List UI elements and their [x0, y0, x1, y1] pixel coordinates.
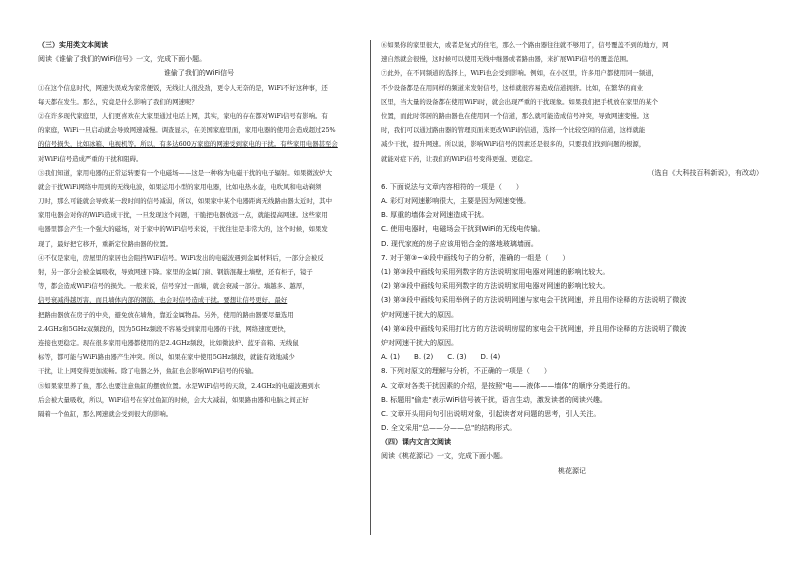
article-line: 后会被大量吸收，所以，WiFi信号在穿过鱼缸的时候，会大大减弱，如果路由器和电脑之间正好	[38, 395, 309, 404]
q6-option-b: B. 厚重的墙体会对网速造成干扰。	[381, 211, 489, 220]
question-7: 7. 对于第③~④段中画线句子的分析，准确的一组是（ ）	[381, 253, 570, 262]
article-line-underlined: 信号衰减得越厉害，而且墙体内部的钢筋，也会对信号造成干扰。要想让信号更好，最好	[38, 296, 288, 305]
article-line: 对WiFi信号造成严重的干扰和阻碍。	[38, 154, 143, 163]
article-line: 就能对症下药，让我们的WiFi信号变得更强、更稳定。	[381, 154, 537, 163]
article-title: 桃花源记	[558, 466, 586, 475]
article-line-underlined: 的信号损失，比如冰箱、电视机等。所以，有多达600万家庭的网速受到家电的干扰。有些家用电器甚至会	[38, 140, 338, 149]
q6-option-d: D. 现代家庭的房子应该用铝合金的落地玻璃墙面。	[381, 239, 538, 248]
q6-option-a: A. 彩灯对网速影响很大，主要是因为网速变慢。	[381, 197, 531, 206]
article-line: ⑥如果你的家里很大，或者是复式的住宅，那么一个路由器往往就不够用了，信号覆盖不到的地方，网	[381, 41, 669, 49]
section-title: （三）实用类文本阅读	[38, 41, 108, 49]
article-line: 就会干扰WiFi网络中用到的无线电波，如果运用小型的家用电器，比如电热水壶，电吹风和电动剃须	[38, 182, 322, 191]
q7-item-3: (3) 第③段中画线句采用举例子的方法说明网速与家电会干扰网速，并且用作诠释的方法说明了微波	[381, 296, 687, 305]
source-citation: （选自《大科技百科新说》，有改动）	[647, 168, 763, 177]
article-line: 连接也更稳定。现在很多家用电器都使用的是2.4GHz频段，比如微波炉、蓝牙音箱、无线鼠	[38, 338, 299, 347]
article-line: 不少设备都是在用同样的频道来发射信号，这样就很容易造成信道拥挤。比如，在繁华的商业	[381, 83, 644, 92]
column-divider	[370, 40, 371, 535]
article-line: 区里，当大量的设备都在使用WiFi时，就会出现严重的干扰现象。如果我们把手机放在家里的某个	[381, 97, 658, 106]
article-line: 的家庭，WiFi一旦启动就会导致网速减慢。调查显示，在美国家庭里面，家用电器的使用会造成超过25%	[38, 126, 336, 135]
article-line: 每天都在发生。那么，究竟是什么影响了我们的网速呢？	[38, 97, 198, 106]
q7-item-2: (2) 第③段中画线句采用列数字的方法说明家用电器对网速的影响比较大。	[381, 282, 610, 291]
reading-instruction: 阅读《桃花源记》一文，完成下面小题。	[381, 452, 507, 461]
article-line: 家用电器会对你的WiFi造成干扰，一旦发现这个问题，干脆把电器放远一点，就能提高网速。这些家用	[38, 211, 328, 220]
article-line: 位置，而此时邻居的路由器也在使用同一个信道，那么就可能造成信号冲突，导致网速变慢。这	[381, 111, 650, 120]
q7-item-4-cont: 炉对网速干扰大的原因。	[381, 338, 458, 347]
q8-option-d: D. 全文采用"总——分——总"的结构形式。	[381, 424, 517, 433]
q8-option-c: C. 文章开头用问句引出说明对象，引起读者对问题的思考，引人关注。	[381, 409, 601, 418]
article-line: 刀时，那么可能就会导致某一段时间的信号减弱，所以，如果家中某个电器距离无线路由器太近时，其中	[38, 197, 332, 206]
article-line: 等，都会造成WiFi信号的损失。一般来说，信号穿过一面墙，就会衰减一部分。墙越多、越厚，	[38, 282, 309, 291]
article-line: ⑦此外，在不同频道的选择上，WiFi也会受到影响。例如，在小区里，许多用户都使用同一频道，	[381, 69, 658, 78]
article-line: ⑤如果家里养了鱼，那么也要注意鱼缸的摆放位置。水是WiFi信号的天敌，2.4GHz的电磁波遇到水	[38, 381, 321, 390]
article-line: 2.4GHz和5GHz双频段的，因为5GHz频段不容易受到家用电器的干扰，网络速度更快，	[38, 324, 291, 333]
article-line: 现了，最好把它移开，重新定位路由器的位置。	[38, 239, 173, 248]
q7-options: A. (1) B. (2) C. (3) D. (4)	[381, 353, 501, 362]
article-line: 干扰，让上网变得更加流畅。除了电器之外，鱼缸也会影响WiFi信号的传输。	[38, 367, 258, 376]
article-line: 标等，都可能与WiFi路由器产生冲突。所以，如果在家中使用5GHz频段，就能有效地减少	[38, 353, 295, 362]
q7-item-1: (1) 第③段中画线句采用列数字的方法说明家用电器对网速的影响比较大。	[381, 268, 610, 276]
article-line: 电器里都会产生一个强大的磁场，对于家中的WiFi信号来说，干扰往往是非常大的，这个时候，如果发	[38, 225, 328, 234]
reading-instruction: 阅读《谁偷了我们的WiFi信号》一文，完成下面小题。	[38, 55, 207, 64]
q7-item-3-cont: 炉对网速干扰大的原因。	[381, 310, 458, 319]
article-line: ③我们知道，家用电器的正常运转要有一个电磁场——这是一种称为电磁干扰的电子辐射。如果微波炉大	[38, 168, 332, 177]
left-column	[38, 38, 360, 421]
right-column	[381, 38, 763, 478]
article-line: ①在这个信息时代，网速失误成为家常便饭，无线让人很没劲，更令人无奈的是，WiFi不好这种事，还	[38, 83, 328, 92]
question-8: 8. 下列对原文的理解与分析，不正确的一项是（ ）	[381, 367, 551, 376]
question-6: 6. 下面说法与文章内容相符的一项是（ ）	[381, 182, 523, 191]
q6-option-c: C. 使用电器时，电磁场会干扰到WiFi的无线电传输。	[381, 225, 545, 234]
article-line: 隔着一个鱼缸，那么网速就会受到很大的影响。	[38, 409, 173, 418]
section-title: （四）课内文言文阅读	[381, 438, 451, 447]
article-line: ②在许多现代家庭里，人们更喜欢在大家里通过电话上网，其实，家电的存在都对WiFi信号有影响。有	[38, 111, 328, 120]
q8-option-b: B. 标题用"偷走"表示WiFi信号被干扰，语言生动，激发读者的阅读兴趣。	[381, 395, 607, 404]
article-line: 射，另一部分会被金属吸收，导致网速下降。家里的金属门窗、钢筋混凝土墙壁，还有柜子，镜子	[38, 268, 313, 276]
article-line: 减少干扰，提升网速。所以说，影响WiFi信号的因素还是很多的，只要我们找到问题的根源，	[381, 140, 646, 149]
article-line: 速自然就会很慢，这时候可以使用无线中继器或者路由器，来扩展WiFi信号的覆盖范围。	[381, 55, 633, 64]
article-line: 把路由器放在房子的中央，避免放在墙角，靠近金属物品。另外，使用的路由器要尽量选用	[38, 310, 294, 319]
q8-option-a: A. 文章对各类干扰因素的介绍，是按照"电——液体——墙体"的顺序分类进行的。	[381, 381, 635, 390]
article-title: 谁偷了我们的WiFi信号	[163, 69, 235, 78]
q7-item-4: (4) 第④段中画线句采用打比方的方法说明房屋的家电会干扰网速，并且用作诠释的方法说明了微波	[381, 324, 687, 333]
article-line: ④不仅是家电，房屋里的家居也会阻挡WiFi信号。WiFi发出的电磁波遇到金属材料后，一部分会被反	[38, 253, 324, 262]
article-line: 时，我们可以通过路由器的管理页面来更改WiFi的信道，选择一个比较空闲的信道，这样就能	[381, 126, 646, 135]
